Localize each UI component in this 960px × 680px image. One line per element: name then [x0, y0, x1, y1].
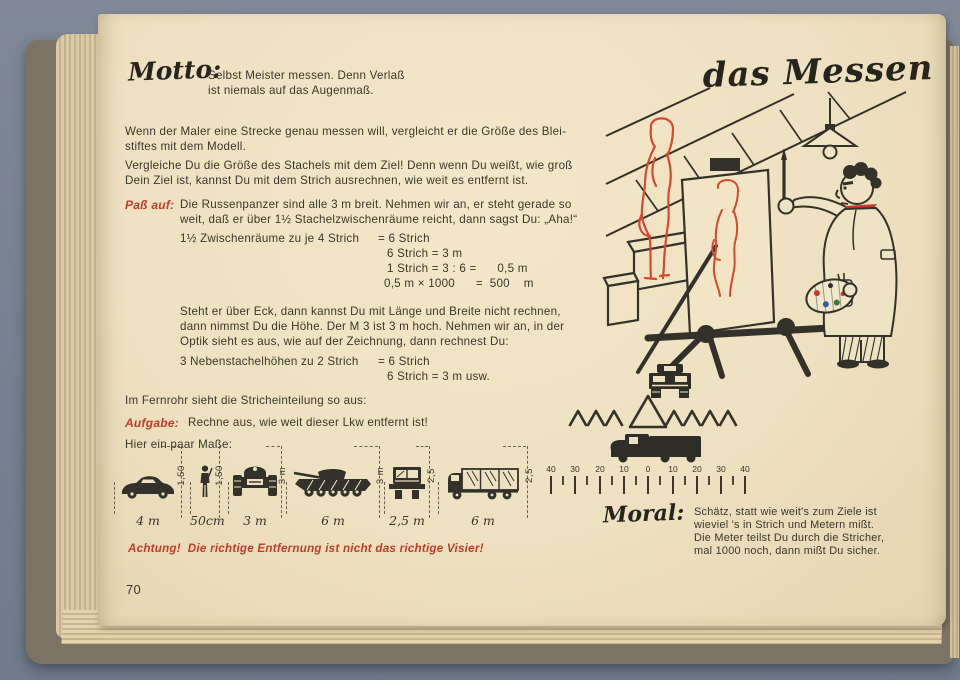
- svg-text:20: 20: [692, 464, 702, 474]
- measure-dash: [503, 446, 526, 447]
- truck-front-icon: [388, 466, 426, 500]
- calc-line: 6 Strich = 3 m usw.: [387, 370, 491, 383]
- vehicle-cell-tank-front: [228, 440, 288, 528]
- motto-label: Motto:: [127, 54, 222, 87]
- intro-paragraph-line: stiftes mit dem Modell.: [125, 140, 247, 153]
- eck-paragraph-line: Optik sieht es aus, wie auf der Zeichnung, dann rechnest Du:: [180, 335, 509, 348]
- painter-scene-illustration: [598, 84, 946, 374]
- svg-text:40: 40: [740, 464, 750, 474]
- page-stack-left-edge: [56, 34, 100, 638]
- height-label: 1,50: [213, 465, 225, 486]
- page-number: 70: [126, 582, 141, 597]
- reticle-ruler: [545, 428, 755, 510]
- masse-line: Hier ein paar Maße:: [125, 438, 233, 451]
- aufgabe-text: Rechne aus, wie weit dieser Lkw entfernt ist!: [188, 416, 429, 429]
- scale-ticks: [551, 476, 745, 494]
- tank-front-icon: [232, 460, 278, 500]
- chevron-marks: [570, 396, 737, 427]
- calc-line: 1 Strich = 3 : 6 = 0,5 m: [387, 262, 528, 275]
- svg-text:10: 10: [619, 464, 629, 474]
- moral-line: mal 1000 noch, dann mißt Du sicher.: [694, 545, 881, 557]
- vehicle-cell-truck-side: [438, 440, 536, 528]
- pass-auf-line: Die Russenpanzer sind alle 3 m breit. Nehmen wir an, er steht gerade so: [180, 198, 572, 211]
- measure-dash: [228, 482, 229, 514]
- eck-paragraph-line: dann nimmst Du die Höhe. Der M 3 ist 3 m hoch. Nehmen wir an, in der: [180, 320, 565, 333]
- hanging-lamp-icon: [804, 98, 856, 159]
- measure-dash: [114, 482, 115, 514]
- intro-paragraph-line: Vergleiche Du die Größe des Stachels mit dem Ziel! Denn wenn Du weißt, wie groß: [125, 159, 573, 172]
- width-label: 50cm: [190, 513, 225, 528]
- aufgabe-label: Aufgabe:: [125, 416, 179, 430]
- achtung-line: Achtung! Die richtige Entfernung ist nicht das richtige Visier!: [128, 542, 484, 555]
- motto-line: Selbst Meister messen. Denn Verlaß: [208, 69, 405, 82]
- measure-dash: [190, 482, 191, 514]
- width-label: 2,5 m: [389, 513, 425, 528]
- page-title: das Messen: [702, 47, 934, 97]
- calc-line: 3 Nebenstachelhöhen zu 2 Strich: [180, 355, 359, 368]
- height-label: 2,5: [426, 468, 438, 483]
- eck-paragraph-line: Steht er über Eck, dann kannst Du mit Länge und Breite nicht rechnen,: [180, 305, 561, 318]
- svg-text:30: 30: [570, 464, 580, 474]
- width-label: 6 m: [321, 513, 345, 528]
- moral-line: wieviel 's in Strich und Metern mißt.: [694, 519, 875, 531]
- measure-dash: [266, 446, 280, 447]
- calc-line: = 6 Strich: [378, 232, 430, 245]
- vehicle-cell-soldier: [190, 440, 225, 528]
- painter-smock: [824, 208, 897, 336]
- moral-line: Schätz, statt wie weit's zum Ziele ist: [694, 506, 877, 518]
- car-side-icon: [119, 474, 177, 500]
- moral-line: Die Meter teilst Du durch die Stricher,: [694, 532, 885, 544]
- svg-text:40: 40: [546, 464, 556, 474]
- painter-figure: [779, 148, 897, 369]
- tank-side-icon: [293, 466, 373, 500]
- soldier-icon: [197, 464, 213, 500]
- moral-label: Moral:: [602, 499, 685, 529]
- book-page: [98, 14, 946, 626]
- reticle-chevrons: [553, 364, 738, 430]
- reticle-truck-side-icon: [611, 434, 701, 463]
- svg-text:0: 0: [645, 464, 651, 474]
- scale-numbers: [546, 464, 750, 474]
- svg-text:30: 30: [716, 464, 726, 474]
- width-label: 4 m: [136, 513, 160, 528]
- width-label: 6 m: [471, 513, 495, 528]
- measure-dash: [162, 446, 180, 447]
- vehicle-cell-car: [114, 440, 187, 528]
- vehicle-cell-truck-front: [384, 440, 438, 528]
- measure-dash: [286, 482, 287, 514]
- intro-paragraph-line: Dein Ziel ist, kannst Du mit dem Strich ausrechnen, wie weit es entfernt ist.: [125, 174, 529, 187]
- height-label: 3 m: [374, 466, 386, 485]
- calc-line: = 6 Strich: [378, 355, 430, 368]
- calc-line: 0,5 m × 1000 = 500 m: [384, 277, 534, 290]
- svg-text:10: 10: [668, 464, 678, 474]
- painter-hand: [779, 199, 794, 214]
- measure-dash: [354, 446, 378, 447]
- measure-dash: [384, 482, 385, 514]
- measure-dash: [438, 482, 439, 514]
- vehicle-cell-tank-side: [286, 440, 386, 528]
- width-label: 3 m: [243, 513, 267, 528]
- calc-line: 1½ Zwischenräume zu je 4 Strich: [180, 232, 360, 245]
- height-label: 3 m: [276, 466, 288, 485]
- intro-paragraph-line: Wenn der Maler eine Strecke genau messen will, vergleicht er die Größe des Blei-: [125, 125, 567, 138]
- height-label: 1,50: [175, 465, 187, 486]
- measure-dash: [416, 446, 428, 447]
- height-label: 2,5: [524, 468, 536, 483]
- svg-text:20: 20: [595, 464, 605, 474]
- reticle-truck-front-icon: [649, 364, 691, 398]
- motto-line: ist niemals auf das Augenmaß.: [208, 84, 374, 97]
- truck-side-icon: [445, 466, 521, 500]
- page-stack-right-edge: [950, 46, 959, 658]
- calc-line: 6 Strich = 3 m: [387, 247, 463, 260]
- fernrohr-line: Im Fernrohr sieht die Stricheinteilung so aus:: [125, 394, 367, 407]
- pass-auf-line: weit, daß er über 1½ Stachelzwischenräume reicht, dann sagst Du: „Aha!“: [180, 213, 578, 226]
- pass-auf-label: Paß auf:: [125, 198, 175, 212]
